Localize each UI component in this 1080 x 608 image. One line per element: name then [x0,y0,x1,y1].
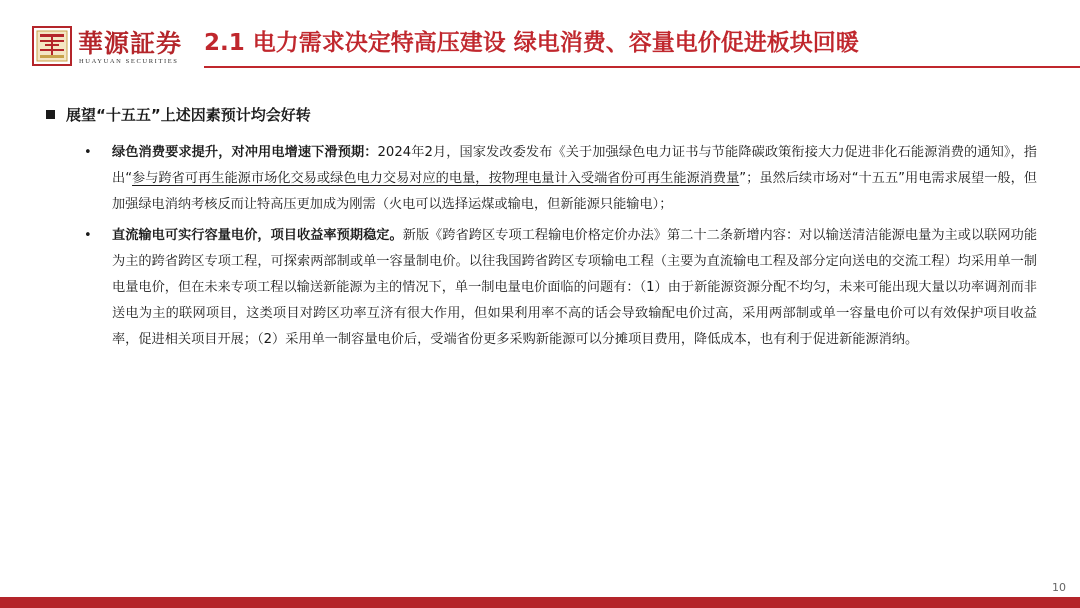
section-title: 展望“十五五”上述因素预计均会好转 [66,106,311,124]
logo-chinese-name: 華源証券 [78,29,183,58]
logo-english-name: HUAYUAN SECURITIES [79,58,179,65]
square-bullet-icon [46,110,55,119]
header-divider [204,66,1080,68]
bullet-text-continued: ”；虽然后续市场对“十五五”用电需求展望一般，但加强绿电消纳考核反而让特高压更加成为刚需（火电可以选择运煤或输电，但新能源只能输电）； [112,171,1037,212]
bullet-paragraph [112,223,1037,353]
logo-emblem-icon [32,26,72,66]
bullet-item-capacity-price [82,223,1037,353]
bullet-lead: 绿色消费要求提升，对冲用电增速下滑预期： [112,145,378,160]
bullet-paragraph [112,140,1037,218]
slide-title: 2.1 电力需求决定特高压建设 绿电消费、容量电价促进板块回暖 [204,30,859,56]
bullet-dot-icon: • [84,228,92,243]
page-number: 10 [1052,581,1066,594]
footer-bar [0,597,1080,608]
company-logo [32,22,192,72]
bullet-text: 2024年2月，国家发改委发布《关于加强绿色电力证书与节能降碳政策衔接大力促进非化石能源消费的通知》，指出“ [112,145,1037,186]
bullet-underlined-quote: 参与跨省可再生能源市场化交易或绿色电力交易对应的电量，按物理电量计入受端省份可再生能源消费量 [132,171,740,186]
bullet-lead: 直流输电可实行容量电价，项目收益率预期稳定。 [112,228,403,243]
bullet-item-green-consumption [82,140,1037,218]
section-heading [46,104,311,125]
bullet-dot-icon: • [84,145,92,160]
bullet-text: 新版《跨省跨区专项工程输电价格定价办法》第二十二条新增内容：对以输送清洁能源电量为主或以联网功能为主的跨省跨区专项工程，可探索两部制或单一容量制电价。以往我国跨省跨区专项输电工程（主要为直流输电工程及部分定向送电的交流工程）均采用单一制电量电价，但在未来专项工程以输送新能源为主的情况下，单一制电量电价面临的问题有：（1）由于新能源资源分配不均匀，未来可能出现大量以功率调剂而非送电为主的联网项目，这类项目对跨区功率互济有很大作用，但如果利用率不高的话会导致输配电价过高，采用两部制或单一容量电价可以有效保护项目收益率，促进相关项目开展；（2）采用单一制容量电价后，受端省份更多采购新能源可以分摊项目费用，降低成本，也有利于促进新能源消纳。 [112,228,1038,347]
bullet-list [82,140,1037,358]
